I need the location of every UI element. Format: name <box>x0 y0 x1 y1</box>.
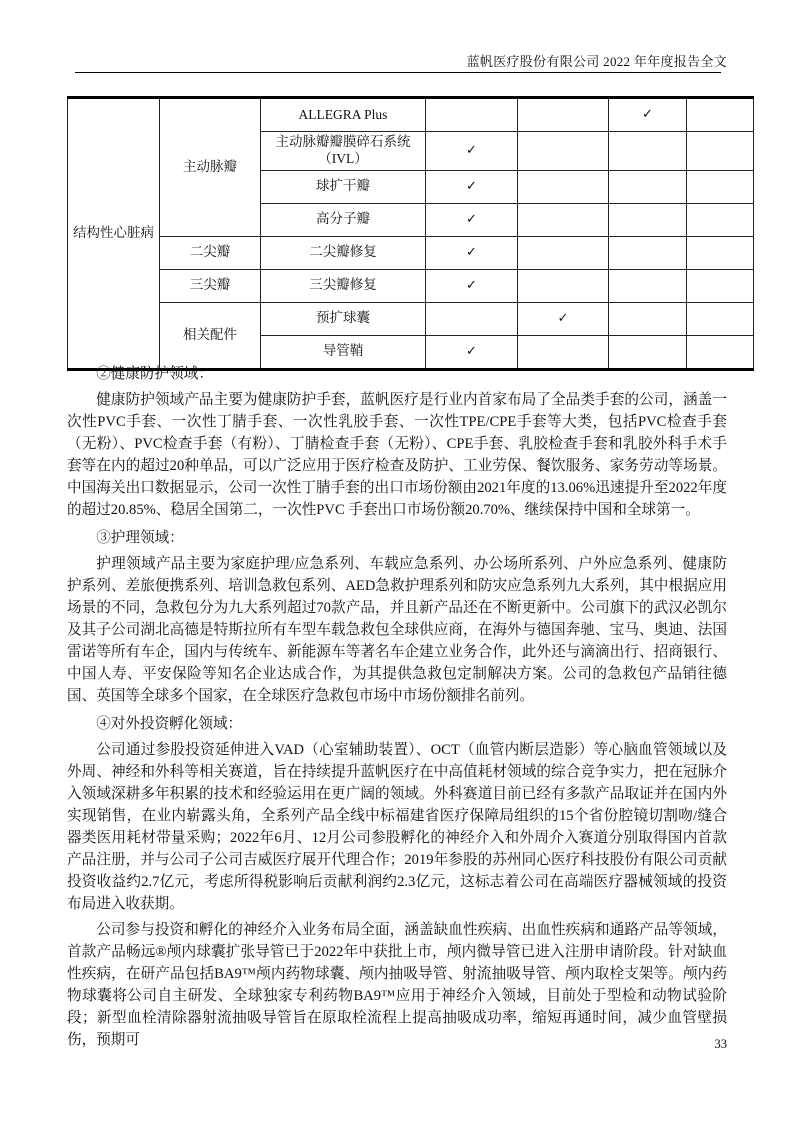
paragraph: 护理领域产品主要为家庭护理/应急系列、车载应急系列、办公场所系列、户外应急系列、健康防护系列、差旅便携系列、培训急救包系列、AED急救护理系列和防灾应急系列九大系列，其中根据应用场景的不同，急救包分为九大系列超过70款产品，并且新产品还在不断更新中。公司旗下的武汉必凯尔及其子公司湖北高德是特斯拉所有车型车载急救包全球供应商，在海外与德国奔驰、宝马、奥迪、法国雷诺等所有车企，国内与传统车、新能源车等著名车企建立业务合作，此外还与滴滴出行、招商银行、中国人寿、平安保险等知名企业达成合作，为其提供急救包定制解决方案。公司的急救包产品销往德国、英国等全球多个国家，在全球医疗急救包市场中市场份额排名前列。 <box>67 556 727 704</box>
product-cell: 预扩球囊 <box>261 302 426 335</box>
product-cell: 球扩干瓣 <box>261 170 426 203</box>
check-mark-icon: ✓ <box>466 212 477 228</box>
report-title: 蓝帆医疗股份有限公司 2022 年年度报告全文 <box>466 54 727 69</box>
header-rule <box>75 72 721 73</box>
empty-check-cell <box>426 98 518 132</box>
empty-check-cell <box>609 170 687 203</box>
check-cell <box>426 170 518 203</box>
table-row <box>68 98 754 132</box>
check-mark-icon: ✓ <box>466 278 477 294</box>
subcategory-cell: 三尖瓣 <box>160 269 261 302</box>
body-text <box>67 357 727 1051</box>
empty-check-cell <box>687 203 754 236</box>
empty-check-cell <box>687 302 754 335</box>
check-mark-icon: ✓ <box>466 143 477 159</box>
check-mark-icon: ✓ <box>557 311 569 327</box>
empty-check-cell <box>609 203 687 236</box>
check-cell <box>426 269 518 302</box>
product-cell: 二尖瓣修复 <box>261 236 426 269</box>
empty-check-cell <box>609 269 687 302</box>
section-heading: ③护理领域： <box>96 530 184 546</box>
check-mark-icon: ✓ <box>466 344 477 360</box>
check-cell <box>426 132 518 171</box>
check-mark-icon: ✓ <box>466 179 477 195</box>
empty-check-cell <box>609 236 687 269</box>
product-cell: ALLEGRA Plus <box>261 98 426 132</box>
empty-check-cell <box>687 170 754 203</box>
product-cell: 导管鞘 <box>261 335 426 369</box>
empty-check-cell <box>609 302 687 335</box>
empty-check-cell <box>687 98 754 132</box>
check-cell <box>609 98 687 132</box>
product-cell: 三尖瓣修复 <box>261 269 426 302</box>
empty-check-cell <box>518 236 609 269</box>
paragraph: 公司通过参股投资延伸进入VAD（心室辅助装置）、OCT（血管内断层造影）等心脑血管领域以及外周、神经和外科等相关赛道，旨在持续提升蓝帆医疗在中高值耗材领域的综合竞争实力，把在冠脉介入领域深耕多年积累的技术和经验运用在更广阔的领域。外科赛道目前已经有多款产品取证并在国内外实现销售，在业内崭露头角，全系列产品全线中标福建省医疗保障局组织的15个省份腔镜切割吻/缝合器类医用耗材带量采购；2022年6月、12月公司参股孵化的神经介入和外周介入赛道分别取得国内首款产品注册，并与公司子公司吉威医疗展开代理合作；2019年参股的苏州同心医疗科技股份有限公司贡献投资收益约2.7亿元，考虑所得税影响后贡献利润约2.3亿元，这标志着公司在高端医疗器械领域的投资布局进入收获期。 <box>67 742 727 912</box>
paragraph: 公司参与投资和孵化的神经介入业务布局全面，涵盖缺血性疾病、出血性疾病和通路产品等领域，首款产品畅远®颅内球囊扩张导管已于2022年中获批上市，颅内微导管已进入注册申请阶段。针对缺血性疾病，在研产品包括BA9™颅内药物球囊、颅内抽吸导管、射流抽吸导管、颅内取栓支架等。颅内药物球囊将公司自主研发、全球独家专利药物BA9™应用于神经介入领域，目前处于型检和动物试验阶段；新型血栓清除器射流抽吸导管旨在原取栓流程上提高抽吸成功率，缩短再通时间，减少血管壁损伤，预期可 <box>67 922 727 1048</box>
category-cell: 结构性心脏病 <box>68 98 160 370</box>
section-heading: ④对外投资孵化领域： <box>96 716 243 732</box>
table-row <box>68 302 754 335</box>
section-heading: ②健康防护领域： <box>96 366 213 382</box>
empty-check-cell <box>518 170 609 203</box>
empty-check-cell <box>687 269 754 302</box>
check-cell <box>518 302 609 335</box>
empty-check-cell <box>518 98 609 132</box>
empty-check-cell <box>518 132 609 171</box>
check-cell <box>426 236 518 269</box>
check-cell <box>426 203 518 236</box>
empty-check-cell <box>687 236 754 269</box>
table-row <box>68 236 754 269</box>
subcategory-cell: 二尖瓣 <box>160 236 261 269</box>
page-number: 33 <box>714 1037 727 1051</box>
empty-check-cell <box>518 203 609 236</box>
product-cell: 主动脉瓣瓣膜碎石系统（IVL） <box>261 132 426 171</box>
product-table <box>67 96 754 371</box>
table-row <box>68 269 754 302</box>
check-mark-icon: ✓ <box>642 107 653 123</box>
subcategory-cell: 相关配件 <box>160 302 261 369</box>
empty-check-cell <box>426 302 518 335</box>
subcategory-cell: 主动脉瓣 <box>160 98 261 237</box>
paragraph: 健康防护领域产品主要为健康防护手套，蓝帆医疗是行业内首家布局了全品类手套的公司，涵盖一次性PVC手套、一次性丁腈手套、一次性乳胶手套、一次性TPE/CPE手套等大类，包括PVC检查手套（无粉）、PVC检查手套（有粉）、丁腈检查手套（无粉）、CPE手套、乳胶检查手套和乳胶外科手术手套等在内的超过20种单品，可以广泛应用于医疗检查及防护、工业劳保、餐饮服务、家务劳动等场景。中国海关出口数据显示，公司一次性丁腈手套的出口市场份额由2021年度的13.06%迅速提升至2022年度的超过20.85%、稳居全国第二，一次性PVC 手套出口市场份额20.70%、继续保持中国和全球第一。 <box>67 392 727 518</box>
empty-check-cell <box>518 269 609 302</box>
empty-check-cell <box>687 132 754 171</box>
empty-check-cell <box>609 132 687 171</box>
product-cell: 高分子瓣 <box>261 203 426 236</box>
check-mark-icon: ✓ <box>466 245 477 261</box>
